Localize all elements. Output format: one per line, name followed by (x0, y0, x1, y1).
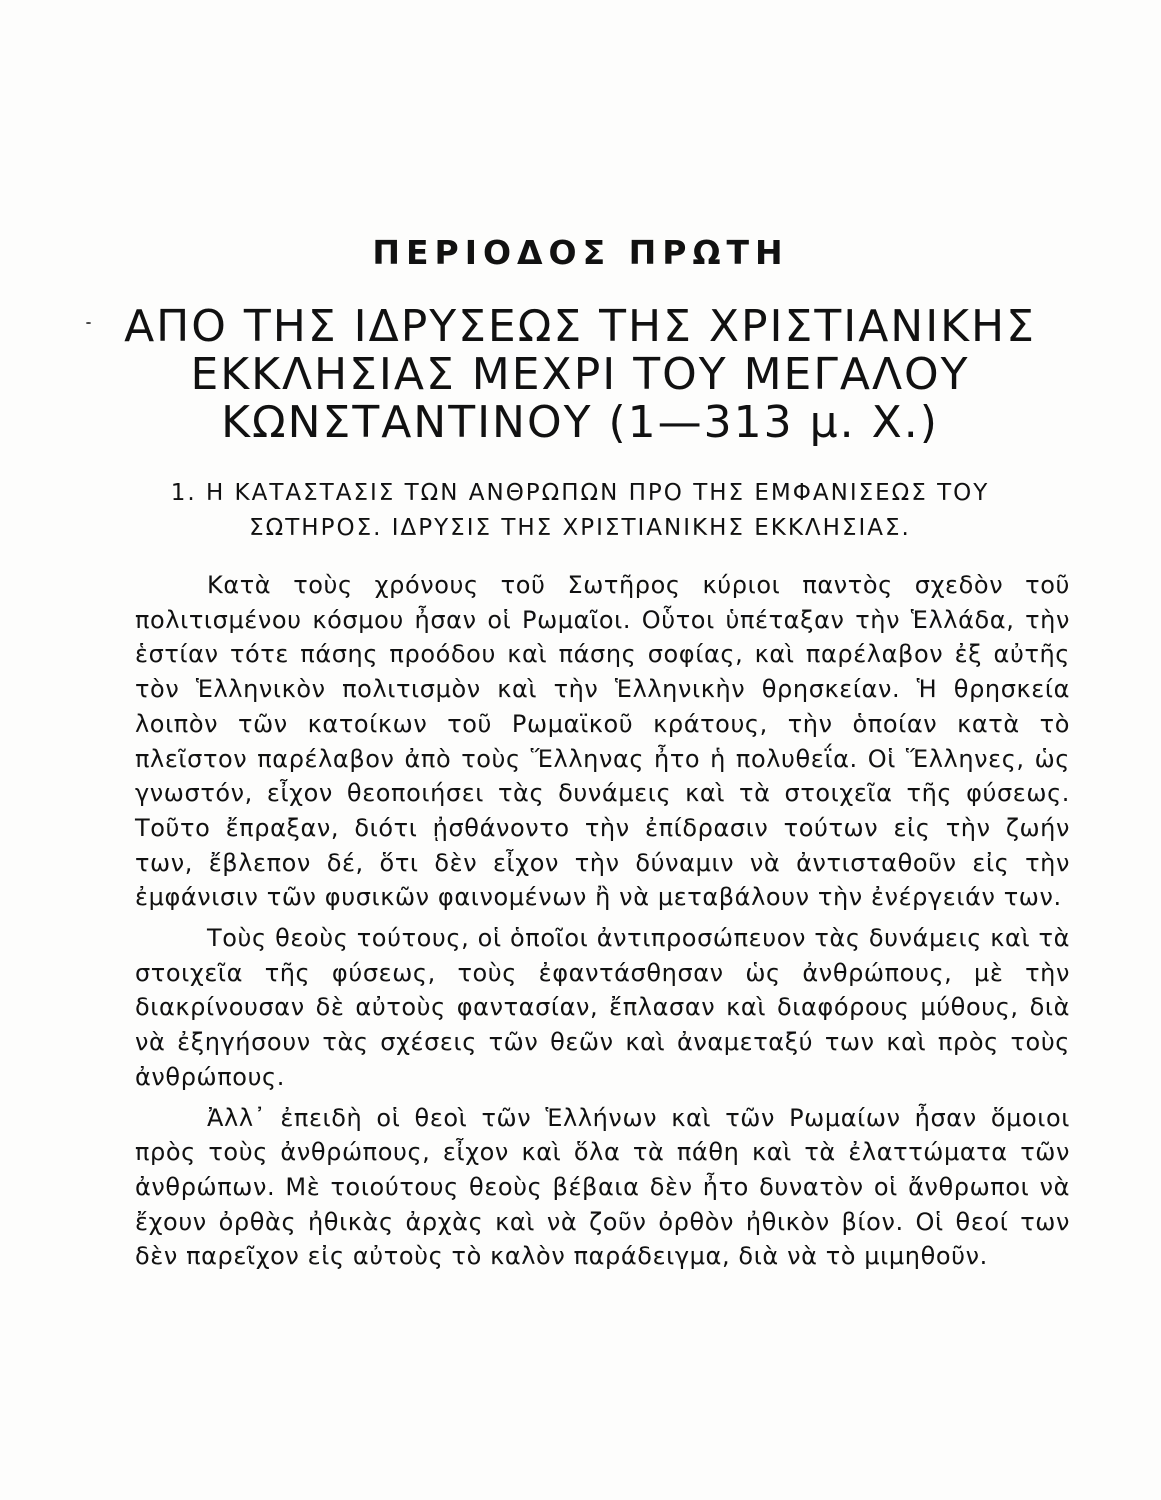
paragraph-1: Κατὰ τοὺς χρόνους τοῦ Σωτῆρος κύριοι παντὸς σχεδὸν τοῦ πολιτισμένου κόσμου ἦσαν οἱ Ρωμαῖοι. Οὗτοι ὑπέταξαν τὴν Ἑλλάδα, τὴν ἑστίαν τότε πάσης προόδου καὶ πάσης σοφίας, καὶ παρέλαβον ἐξ αὐτῆς τὸν Ἑλληνικὸν πολιτισμὸν καὶ τὴν Ἑλληνικὴν θρησκείαν. Ἡ θρησκεία λοιπὸν τῶν κατοίκων τοῦ Ρωμαϊκοῦ κράτους, τὴν ὁποίαν κατὰ τὸ πλεῖστον παρέλαβον ἀπὸ τοὺς Ἕλληνας ἦτο ἡ πολυθεΐα. Οἱ Ἕλληνες, ὡς γνωστόν, εἶχον θεοποιήσει τὰς δυνάμεις καὶ τὰ στοιχεῖα τῆς φύσεως. Τοῦτο ἔπραξαν, διότι ᾐσθάνοντο τὴν ἐπίδρασιν τούτων εἰς τὴν ζωήν των, ἔβλεπον δέ, ὅτι δὲν εἶχον τὴν δύναμιν νὰ ἀντισταθοῦν εἰς τὴν ἐμφάνισιν τῶν φυσικῶν φαινομένων ἢ νὰ μεταβάλουν τὴν ἐνέργειάν των. (135, 571, 1070, 912)
paragraph-2: Τοὺς θεοὺς τούτους, οἱ ὁποῖοι ἀντιπροσώπευον τὰς δυνάμεις καὶ τὰ στοιχεῖα τῆς φύσεως, τοὺς ἐφαντάσθησαν ὡς ἀνθρώπους, μὲ τὴν διακρίνουσαν δὲ αὐτοὺς φαντασίαν, ἔπλασαν καὶ διαφόρους μύθους, διὰ νὰ ἐξηγήσουν τὰς σχέσεις τῶν θεῶν καὶ ἀναμεταξύ των καὶ πρὸς τοὺς ἀνθρώπους. (135, 924, 1070, 1091)
section-heading: 1. Η ΚΑΤΑΣΤΑΣΙΣ ΤΩΝ ΑΝΘΡΩΠΩΝ ΠΡΟ ΤΗΣ ΕΜΦΑΝΙΣΕΩΣ ΤΟΥ ΣΩΤΗΡΟΣ. ΙΔΡΥΣΙΣ ΤΗΣ ΧΡΙΣΤΙΑΝΙΚΗΣ ΕΚΚΛΗΣΙΑΣ. (170, 480, 990, 541)
paragraph-3: Ἀλλ᾿ ἐπειδὴ οἱ θεοὶ τῶν Ἑλλήνων καὶ τῶν Ρωμαίων ἦσαν ὅμοιοι πρὸς τοὺς ἀνθρώπους, εἶχον καὶ ὅλα τὰ πάθη καὶ τὰ ἐλαττώματα τῶν ἀνθρώπων. Μὲ τοιούτους θεοὺς βέβαια δὲν ἦτο δυνατὸν οἱ ἄνθρωποι νὰ ἔχουν ὀρθὰς ἠθικὰς ἀρχὰς καὶ νὰ ζοῦν ὀρθὸν ἠθικὸν βίον. Οἱ θεοί των δὲν παρεῖχον εἰς αὐτοὺς τὸ καλὸν παράδειγμα, διὰ νὰ τὸ μιμηθοῦν. (135, 1103, 1070, 1271)
period-title: ΠΕΡΙΟΔΟΣ ΠΡΩΤΗ (372, 233, 789, 272)
body-text (135, 568, 1070, 1280)
paper-speck (86, 322, 91, 324)
chapter-title: ΑΠΟ ΤΗΣ ΙΔΡΥΣΕΩΣ ΤΗΣ ΧΡΙΣΤΙΑΝΙΚΗΣ ΕΚΚΛΗΣΙΑΣ ΜΕΧΡΙ ΤΟΥ ΜΕΓΑΛΟΥ ΚΩΝΣΤΑΝΤΙΝΟΥ (1—313 μ. Χ.) (124, 301, 1036, 448)
